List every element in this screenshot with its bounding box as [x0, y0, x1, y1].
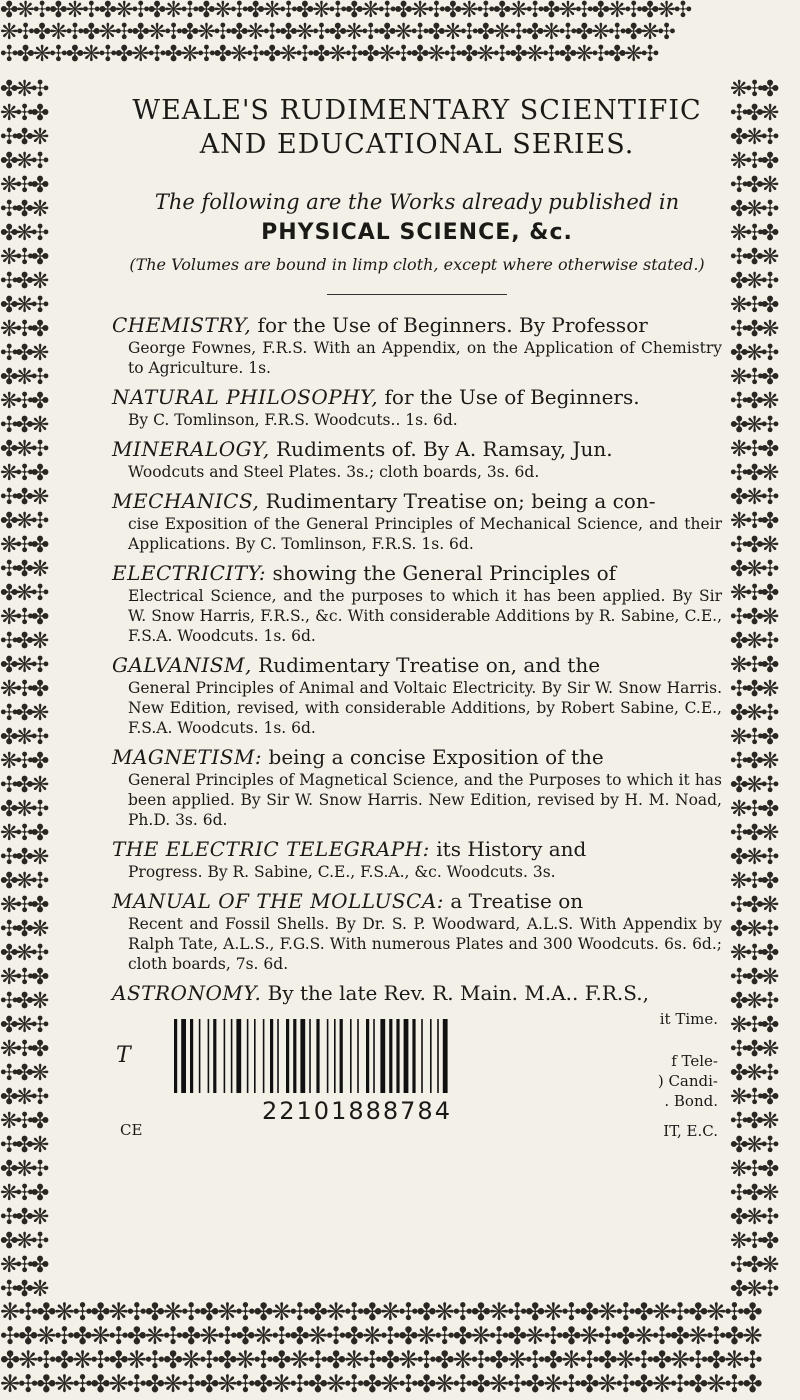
barcode-bar — [213, 1019, 216, 1093]
decorative-border-right: ❋✣✤ ✣✤❋ ✤❋✣ ❋✣✤ ✣✤❋ ✤❋✣ ❋✣✤ ✣✤❋ ✤❋✣ ❋✣✤ ✣✤❋ ✤❋✣ ❋✣✤ ✣✤❋ ✤❋✣ ❋✣✤ ✣✤❋ ✤❋✣ ❋✣✤ ✣✤❋ ✤❋✣ ❋✣✤ ✣✤❋ ✤❋✣ ❋✣✤ ✣✤❋ ✤❋✣ ❋✣✤ ✣✤❋ ✤❋✣ ❋✣✤ ✣✤❋ ✤❋✣ ❋✣✤ ✣✤❋ ✤❋✣ ❋✣✤ ✣✤❋ ✤❋✣ ❋✣✤ ✣✤❋ ✤❋✣ ❋✣✤ ✣✤❋ ✤❋✣ ❋✣✤ ✣✤❋ ✤❋✣ ❋✣✤ ✣✤❋ ✤❋✣ — [730, 78, 777, 1300]
book-description: Woodcuts and Steel Plates. 3s.; cloth boards, 3s. 6d. — [128, 463, 540, 481]
book-description: General Principles of Magnetical Science, and the Purposes to which it has been applied. By Sir W. Snow Harris. New Edition, revised by H. M. Noad, Ph.D. 3s. 6d. — [128, 771, 722, 829]
barcode-bar — [366, 1019, 369, 1093]
book-title: MAGNETISM: — [112, 745, 263, 769]
book-description: Electrical Science, and the purposes to which it has been applied. By Sir W. Snow Harris, F.R.S., &c. With considerable Additions by R. Sabine, C.E., F.S.A. Woodcuts. 1s. 6d. — [128, 587, 722, 645]
book-entry — [112, 653, 722, 738]
barcode-bar — [404, 1019, 409, 1093]
barcode-bar — [174, 1019, 177, 1093]
book-title: ELECTRICITY: — [112, 561, 267, 585]
barcode-bar — [190, 1019, 193, 1093]
barcode-bar — [412, 1019, 415, 1093]
book-title: GALVANISM, — [112, 653, 252, 677]
series-title — [112, 94, 722, 162]
book-entry — [112, 385, 722, 430]
book-list — [112, 313, 722, 1006]
barcode-number: 22101888784 — [262, 1097, 452, 1125]
obscured-text-right-2: f Tele- — [671, 1052, 718, 1070]
book-description: General Principles of Animal and Voltaic Electricity. By Sir W. Snow Harris. New Edition, revised, with considerable Additions, by Robert Sabine, C.E., F.S.A. Woodcuts. 1s. 6d. — [128, 679, 722, 737]
book-description: cise Exposition of the General Principles of Mechanical Science, and their Applications. By C. Tomlinson, F.R.S. 1s. 6d. — [128, 515, 722, 553]
barcode-bar — [430, 1019, 432, 1093]
barcode-bar — [373, 1019, 375, 1093]
book-lead: being a concise Exposition of the — [262, 745, 604, 769]
obscured-text-right-4: . Bond. — [664, 1092, 718, 1110]
intro-line: The following are the Works already published in — [154, 190, 680, 214]
barcode-bar — [181, 1019, 186, 1093]
binding-note: (The Volumes are bound in limp cloth, except where otherwise stated.) — [129, 255, 705, 274]
barcode-bar — [350, 1019, 352, 1093]
obscured-text-right-3: ) Candi- — [657, 1072, 718, 1090]
book-entry — [112, 313, 722, 378]
barcode-bar — [300, 1019, 305, 1093]
barcode-bar — [327, 1019, 329, 1093]
obscured-text-left: T — [116, 1043, 131, 1068]
book-title: MINERALOGY, — [112, 437, 270, 461]
book-heading — [112, 745, 722, 770]
barcode-bar — [231, 1019, 233, 1093]
decorative-border-top: ✤❋✣✤❋✣✤❋✣✤❋✣✤❋✣✤❋✣✤❋✣✤❋✣✤❋✣✤❋✣✤❋✣✤❋✣✤❋✣✤❋✣ ❋✣✤❋✣✤❋✣✤❋✣✤❋✣✤❋✣✤❋✣✤❋✣✤❋✣✤❋✣✤❋✣✤❋✣✤❋✣✤❋✣ ✣✤❋✣✤❋✣✤❋✣✤❋✣✤❋✣✤❋✣✤❋✣✤❋✣✤❋✣✤❋✣✤❋✣✤❋✣✤❋✣ — [0, 0, 691, 67]
barcode-bar — [389, 1019, 392, 1093]
book-title: MECHANICS, — [112, 489, 260, 513]
book-lead: showing the General Principles of — [266, 561, 617, 585]
obscured-text-right-1: it Time. — [659, 1010, 718, 1028]
book-lead: By the late Rev. R. Main. M.A.. F.R.S., — [261, 981, 649, 1005]
section-heading: PHYSICAL SCIENCE, &c. — [261, 220, 573, 245]
barcode-bar — [286, 1019, 289, 1093]
book-entry — [112, 889, 722, 974]
book-description: Progress. By R. Sabine, C.E., F.S.A., &c. Woodcuts. 3s. — [128, 863, 556, 881]
barcode-bar — [293, 1019, 296, 1093]
barcode-bar — [309, 1019, 311, 1093]
book-title: THE ELECTRIC TELEGRAPH: — [112, 837, 430, 861]
library-barcode-label — [112, 1010, 722, 1140]
book-entry — [112, 437, 722, 482]
series-title-line1: WEALE'S RUDIMENTARY SCIENTIFIC — [132, 95, 702, 126]
barcode-bar — [277, 1019, 279, 1093]
barcode-bar — [247, 1019, 249, 1093]
book-description: Recent and Fossil Shells. By Dr. S. P. Woodward, A.L.S. With Appendix by Ralph Tate, A.L.S., F.G.S. With numerous Plates and 300 Woodcuts. 6s. 6d.; cloth boards, 7s. 6d. — [128, 915, 722, 973]
obscured-text-right-5: IT, E.C. — [663, 1122, 718, 1140]
barcode-bar — [254, 1019, 256, 1093]
book-description: George Fownes, F.R.S. With an Appendix, on the Application of Chemistry to Agriculture. 1s. — [128, 339, 722, 377]
book-lead: Rudiments of. By A. Ramsay, Jun. — [269, 437, 613, 461]
barcode-bar — [437, 1019, 439, 1093]
barcode-bars — [168, 1019, 598, 1097]
book-heading — [112, 653, 722, 678]
series-title-line2: AND EDUCATIONAL SERIES. — [199, 129, 635, 160]
barcode-bar — [443, 1019, 448, 1093]
barcode-bar — [270, 1019, 273, 1093]
decorative-border-left: ✤❋✣ ❋✣✤ ✣✤❋ ✤❋✣ ❋✣✤ ✣✤❋ ✤❋✣ ❋✣✤ ✣✤❋ ✤❋✣ ❋✣✤ ✣✤❋ ✤❋✣ ❋✣✤ ✣✤❋ ✤❋✣ ❋✣✤ ✣✤❋ ✤❋✣ ❋✣✤ ✣✤❋ ✤❋✣ ❋✣✤ ✣✤❋ ✤❋✣ ❋✣✤ ✣✤❋ ✤❋✣ ❋✣✤ ✣✤❋ ✤❋✣ ❋✣✤ ✣✤❋ ✤❋✣ ❋✣✤ ✣✤❋ ✤❋✣ ❋✣✤ ✣✤❋ ✤❋✣ ❋✣✤ ✣✤❋ ✤❋✣ ❋✣✤ ✣✤❋ ✤❋✣ ❋✣✤ ✣✤❋ ✤❋✣ ❋✣✤ ✣✤❋ — [0, 78, 47, 1300]
book-entry — [112, 489, 722, 554]
barcode-bar — [334, 1019, 336, 1093]
barcode-bar — [236, 1019, 241, 1093]
barcode-bar — [208, 1019, 210, 1093]
barcode-bar — [421, 1019, 423, 1093]
book-title: NATURAL PHILOSOPHY, — [112, 385, 379, 409]
barcode-bar — [396, 1019, 399, 1093]
book-lead: a Treatise on — [444, 889, 584, 913]
book-entry — [112, 837, 722, 882]
book-description: By C. Tomlinson, F.R.S. Woodcuts.. 1s. 6d. — [128, 411, 458, 429]
book-title: MANUAL OF THE MOLLUSCA: — [112, 889, 444, 913]
book-entry — [112, 561, 722, 646]
catalogue-page — [112, 90, 722, 1290]
barcode-bar — [340, 1019, 343, 1093]
barcode-bar — [224, 1019, 226, 1093]
book-lead: Rudimentary Treatise on, and the — [251, 653, 601, 677]
book-heading — [112, 981, 722, 1006]
book-heading — [112, 313, 722, 338]
book-entry — [112, 745, 722, 830]
book-heading — [112, 561, 722, 586]
book-heading — [112, 437, 722, 462]
obscured-text-left-2: CE — [120, 1121, 143, 1139]
book-lead: Rudimentary Treatise on; being a con- — [259, 489, 656, 513]
book-heading — [112, 889, 722, 914]
book-lead: its History and — [429, 837, 587, 861]
book-heading — [112, 385, 722, 410]
book-heading — [112, 837, 722, 862]
book-lead: for the Use of Beginners. By Professor — [251, 313, 648, 337]
book-entry — [112, 981, 722, 1006]
barcode-bar — [199, 1019, 201, 1093]
book-lead: for the Use of Beginners. — [378, 385, 640, 409]
barcode-bar — [380, 1019, 385, 1093]
barcode-bar — [316, 1019, 319, 1093]
barcode-bar — [263, 1019, 265, 1093]
decorative-border-bottom: ❋✣✤❋✣✤❋✣✤❋✣✤❋✣✤❋✣✤❋✣✤❋✣✤❋✣✤❋✣✤❋✣✤❋✣✤❋✣✤❋✣✤ ✣✤❋✣✤❋✣✤❋✣✤❋✣✤❋✣✤❋✣✤❋✣✤❋✣✤❋✣✤❋✣✤❋✣✤❋✣✤❋✣✤❋ ✤❋✣✤❋✣✤❋✣✤❋✣✤❋✣✤❋✣✤❋✣✤❋✣✤❋✣✤❋✣✤❋✣✤❋✣✤❋✣✤❋✣ ❋✣✤❋✣✤❋✣✤❋✣✤❋✣✤❋✣✤❋✣✤❋✣✤❋✣✤❋✣✤❋✣✤❋✣✤❋✣✤❋✣✤ — [0, 1300, 761, 1398]
book-title: ASTRONOMY. — [112, 981, 262, 1005]
book-title: CHEMISTRY, — [112, 313, 252, 337]
divider-rule — [327, 294, 507, 295]
book-heading — [112, 489, 722, 514]
barcode-bar — [357, 1019, 359, 1093]
